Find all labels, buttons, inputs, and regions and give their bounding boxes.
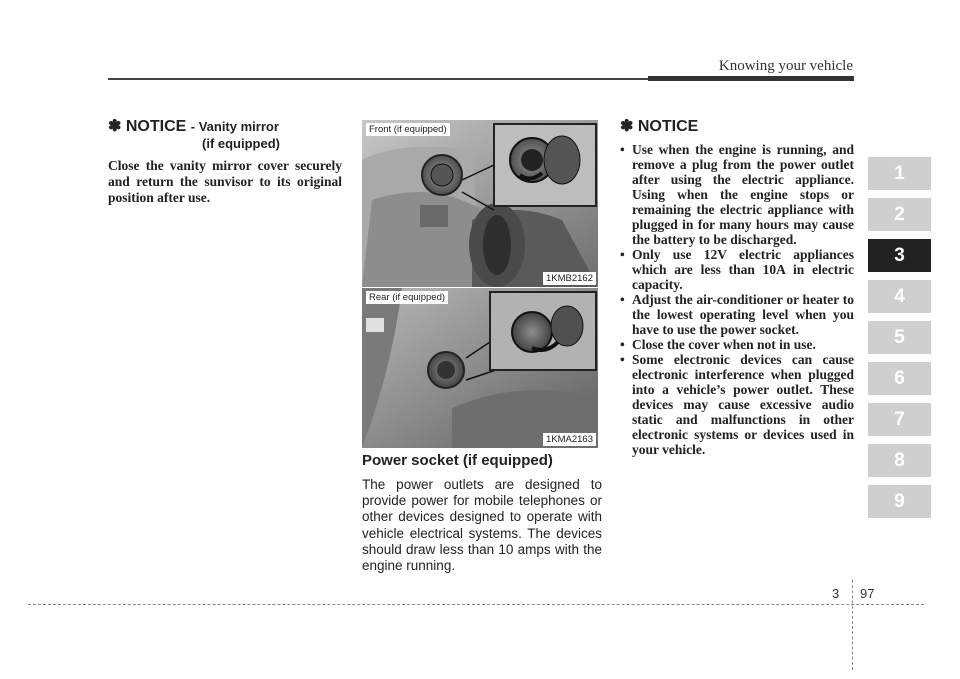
chapter-tab-4[interactable]: 4 [868,280,931,313]
footer-rule [28,604,924,605]
front-socket-illustration [362,120,598,287]
power-socket-body: The power outlets are designed to provide power for mobile telephones or other devices designed to operate with vehicle electrical systems. The devices should draw less than 10 amps with the engine running. [362,477,602,574]
power-notice-item: • Only use 12V electric appliances which are less than 10A in electric capacity. [620,247,854,292]
chapter-tab-2[interactable]: 2 [868,198,931,231]
vanity-notice-heading [108,118,342,152]
footer-page-number: 97 [860,586,875,601]
footer-divider [852,580,853,670]
footer-chapter-number: 3 [832,586,840,601]
vanity-notice-title: ✽ NOTICE [108,118,187,135]
header-rule-accent [648,76,854,81]
chapter-tab-6[interactable]: 6 [868,362,931,395]
power-notice [620,118,854,457]
front-photo-code: 1KMB2162 [543,272,596,285]
chapter-tabs [868,157,931,526]
power-socket-title: Power socket (if equipped) [362,452,553,469]
header-title: Knowing your vehicle [718,58,853,74]
chapter-tab-5[interactable]: 5 [868,321,931,354]
power-notice-item: • Use when the engine is running, and remove a plug from the power outlet after using the electric appliance. Using when the engine stops or remaining the electric appliance with plugged in for many hours may cause the battery to be discharged. [620,142,854,247]
front-photo-caption: Front (if equipped) [366,123,450,136]
vanity-notice-subheading: - Vanity mirror [190,119,279,134]
chapter-tab-9[interactable]: 9 [868,485,931,518]
rear-photo-code: 1KMA2163 [543,433,596,446]
rear-socket-illustration [362,288,598,448]
chapter-tab-8[interactable]: 8 [868,444,931,477]
power-notice-item: • Close the cover when not in use. [620,337,854,352]
power-notice-list [620,142,854,457]
vanity-notice-body: Close the vanity mirror cover securely and return the sunvisor to its original position after use. [108,158,342,205]
chapter-tab-7[interactable]: 7 [868,403,931,436]
rear-photo-caption: Rear (if equipped) [366,291,448,304]
power-notice-item: • Some electronic devices can cause electronic interference when plugged into a vehicle’s power outlet. These devices may cause excessive audio static and malfunctions in other electronic systems or devices used in your vehicle. [620,352,854,457]
chapter-tab-1[interactable]: 1 [868,157,931,190]
chapter-tab-3[interactable]: 3 [868,239,931,272]
vanity-notice-subheading-2: (if equipped) [202,136,280,151]
power-notice-heading: ✽ NOTICE [620,118,699,135]
rear-power-socket-photo [362,288,598,448]
front-power-socket-photo [362,120,598,287]
vanity-notice [108,118,342,206]
power-socket-section [362,452,602,574]
power-notice-item: • Adjust the air-conditioner or heater to the lowest operating level when you have to use the power socket. [620,292,854,337]
